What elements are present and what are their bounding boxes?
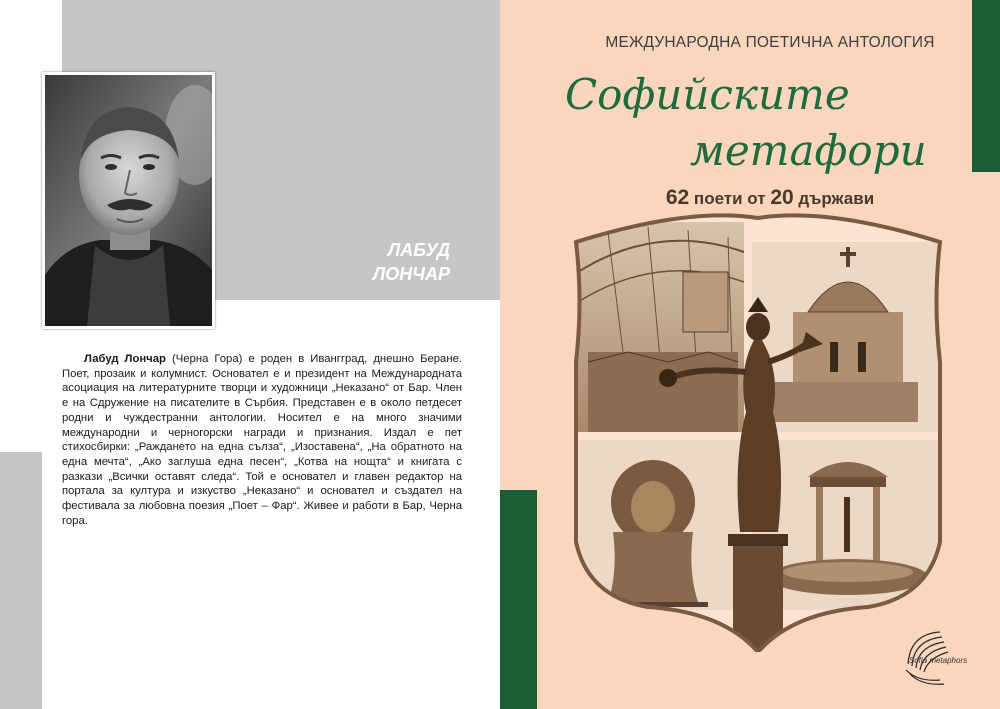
author-name-heading xyxy=(300,238,450,286)
sofia-coat-of-arms-emblem xyxy=(568,212,948,652)
author-photo-frame xyxy=(42,72,215,329)
author-photo xyxy=(45,75,212,326)
author-bio xyxy=(62,352,462,528)
subtitle-end: държави xyxy=(793,189,875,208)
publisher-logo-text: Sofia metaphors xyxy=(908,656,968,665)
green-accent-bar-top xyxy=(972,0,1000,172)
author-portrait-image xyxy=(45,75,212,326)
author-name-line2: ЛОНЧАР xyxy=(372,264,450,284)
book-subtitle xyxy=(560,186,980,210)
green-accent-bar-bottom xyxy=(500,490,537,709)
gray-band-left xyxy=(0,452,42,709)
subtitle-countries-count: 20 xyxy=(770,186,794,209)
book-title-line2: метафори xyxy=(690,126,927,175)
book-title-line1: Софийските xyxy=(565,70,850,119)
author-name-line1: ЛАБУД xyxy=(387,240,450,260)
bio-text: (Черна Гора) е роден в Ивангград, днешно Беране. Поет, прозаик и колумнист. Основател е и президент на Международната асоциация на литературните творци и художници „Неказано“ от Бар. Член е на Сдружение на писателите в Сърбия. Представен е в около петдесет родни и чуждестранни антологии. Носител е на много значими международни и черногорски награди и признания. Издал е пет стихосбирки: „Раждането на една сълза“, „Изоставена“, „На обратното на една мечта“, „Ако заглуша една песен“, „Котва на нощта“ и книгата с разкази „Всички оставят следа“. Той е основател и главен редактор на портала за култура и изкуство „Неказано“ и основател и създател на фестивала за любовна поезия „Поет – Фар“. Живее и работи в Бар, Черна гора. xyxy=(62,353,462,527)
subtitle-mid: поети от xyxy=(689,189,771,208)
bio-author-name: Лабуд Лончар xyxy=(84,353,166,365)
series-title: МЕЖДУНАРОДНА ПОЕТИЧНА АНТОЛОГИЯ xyxy=(605,34,935,51)
right-page-cover xyxy=(500,0,1000,709)
subtitle-poets-count: 62 xyxy=(665,186,690,209)
